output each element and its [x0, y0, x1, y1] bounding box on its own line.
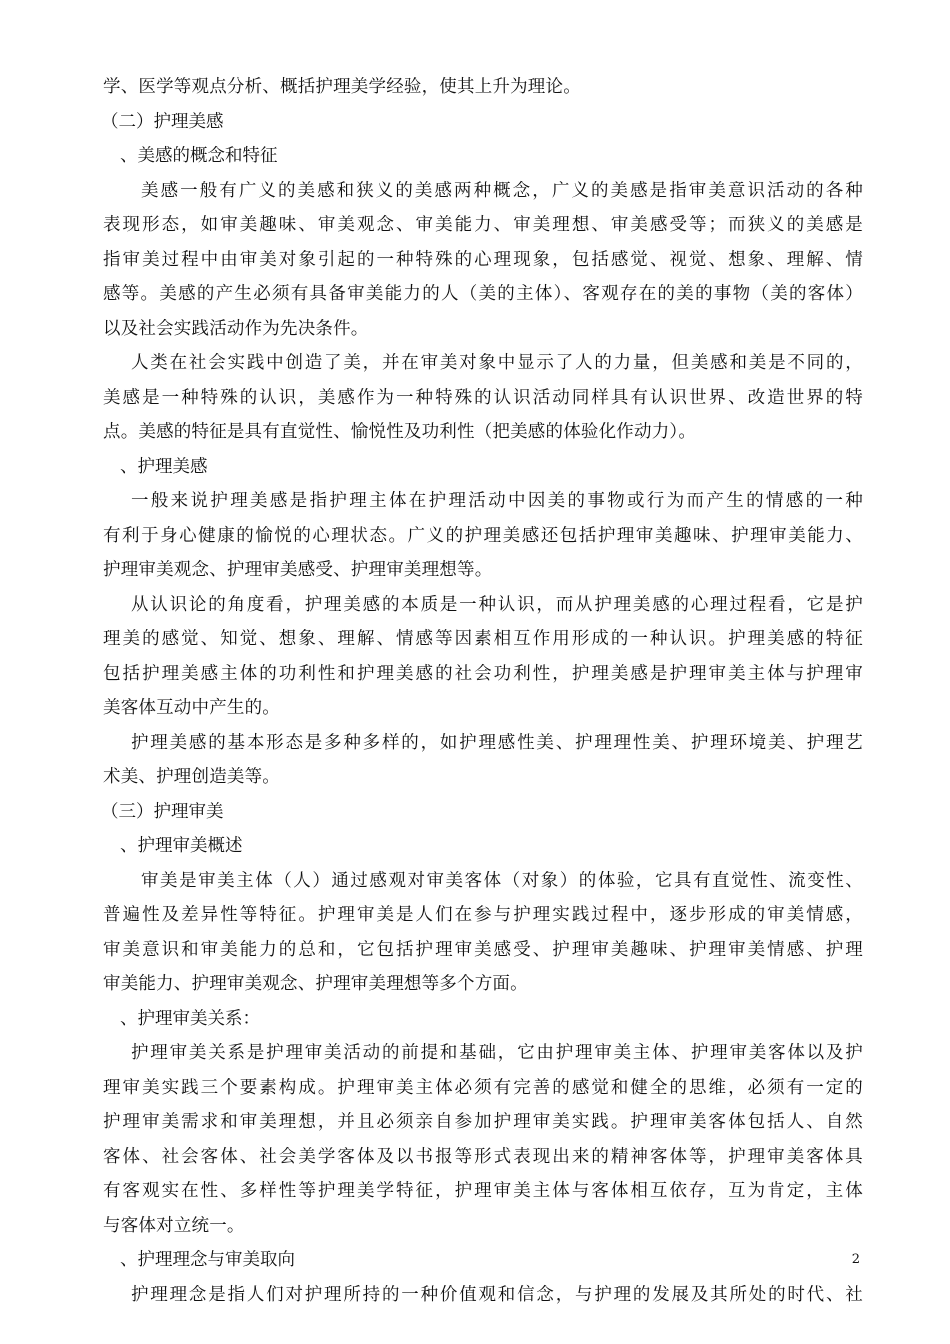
text-line: 术美、护理创造美等。: [103, 767, 280, 787]
text-line: 护理审美关系是护理审美活动的前提和基础，它由护理审美主体、护理审美客体以及护: [131, 1043, 863, 1063]
text-line: 点。美感的特征是具有直觉性、愉悦性及功利性（把美感的体验化作动力）。: [103, 422, 697, 442]
text-line: 护理审美观念、护理审美感受、护理审美理想等。: [103, 560, 493, 580]
subsection-heading: 、美感的概念和特征: [120, 146, 278, 166]
text-line: 有客观实在性、多样性等护理美学特征，护理审美主体与客体相互依存，互为肯定，主体: [103, 1181, 863, 1201]
text-line: 审美意识和审美能力的总和，它包括护理审美感受、护理审美趣味、护理审美情感、护理: [103, 939, 863, 960]
subsection-heading: 、护理美感: [120, 456, 208, 477]
section-heading: （三）护理审美: [101, 801, 224, 822]
text-line: 护理审美需求和审美理想，并且必须亲自参加护理审美实践。护理审美客体包括人、自然: [103, 1112, 863, 1132]
text-line: 审美能力、护理审美观念、护理审美理想等多个方面。: [103, 974, 528, 994]
document-body: [103, 70, 863, 1312]
text-line: 从认识论的角度看，护理美感的本质是一种认识，而从护理美感的心理过程看，它是护: [131, 594, 863, 615]
text-line: 理审美实践三个要素构成。护理审美主体必须有完善的感觉和健全的思维，必须有一定的: [103, 1077, 863, 1098]
paragraph: [103, 726, 863, 795]
paragraph: [103, 174, 863, 347]
text-line: 有利于身心健康的愉悦的心理状态。广义的护理美感还包括护理审美趣味、护理审美能力、: [103, 525, 863, 546]
paragraph: [103, 1036, 863, 1243]
text-line: 感等。美感的产生必须有具备审美能力的人（美的主体）、客观存在的美的事物（美的客体）: [103, 284, 863, 304]
text-line: 包括护理美感主体的功利性和护理美感的社会功利性，护理美感是护理审美主体与护理审: [103, 663, 863, 684]
subsection-heading: 、护理理念与审美取向: [120, 1250, 295, 1270]
text-line: 与客体对立统一。: [103, 1215, 245, 1236]
subsection-heading: 、护理审美关系：: [120, 1008, 260, 1029]
text-line: 人类在社会实践中创造了美，并在审美对象中显示了人的力量，但美感和美是不同的，: [131, 353, 863, 373]
paragraph: [103, 864, 863, 1002]
paragraph: [103, 70, 863, 105]
text-line: 以及社会实践活动作为先决条件。: [103, 318, 369, 339]
paragraph: [103, 1278, 863, 1313]
text-line: 美感是一种特殊的认识，美感作为一种特殊的认识活动同样具有认识世界、改造世界的特: [103, 387, 863, 408]
section-heading: （二）护理美感: [101, 111, 224, 132]
paragraph: [103, 588, 863, 726]
text-line: 护理美感的基本形态是多种多样的，如护理感性美、护理理性美、护理环境美、护理艺: [131, 732, 863, 753]
text-line: 美客体互动中产生的。: [103, 698, 280, 718]
text-line: 普遍性及差异性等特征。护理审美是人们在参与护理实践过程中，逐步形成的审美情感，: [103, 905, 863, 925]
subsection-heading: 、护理审美概述: [120, 836, 243, 856]
text-line: 表现形态，如审美趣味、审美观念、审美能力、审美理想、审美感受等；而狭义的美感是: [103, 215, 863, 235]
text-line: 学、医学等观点分析、概括护理美学经验，使其上升为理论。: [103, 77, 581, 97]
text-line: 指审美过程中由审美对象引起的一种特殊的心理现象，包括感觉、视觉、想象、理解、情: [103, 249, 863, 270]
page-number: 2: [851, 1252, 860, 1267]
text-line: 护理理念是指人们对护理所持的一种价值观和信念，与护理的发展及其所处的时代、社: [131, 1284, 863, 1305]
text-line: 客体、社会客体、社会美学客体及以书报等形式表现出来的精神客体等，护理审美客体具: [103, 1146, 863, 1167]
text-line: 理美的感觉、知觉、想象、理解、情感等因素相互作用形成的一种认识。护理美感的特征: [103, 629, 863, 649]
text-line: 美感一般有广义的美感和狭义的美感两种概念，广义的美感是指审美意识活动的各种: [141, 180, 863, 201]
paragraph: [103, 346, 863, 450]
text-line: 审美是审美主体（人）通过感观对审美客体（对象）的体验，它具有直觉性、流变性、: [141, 870, 863, 891]
paragraph: [103, 484, 863, 588]
text-line: 一般来说护理美感是指护理主体在护理活动中因美的事物或行为而产生的情感的一种: [131, 491, 863, 511]
